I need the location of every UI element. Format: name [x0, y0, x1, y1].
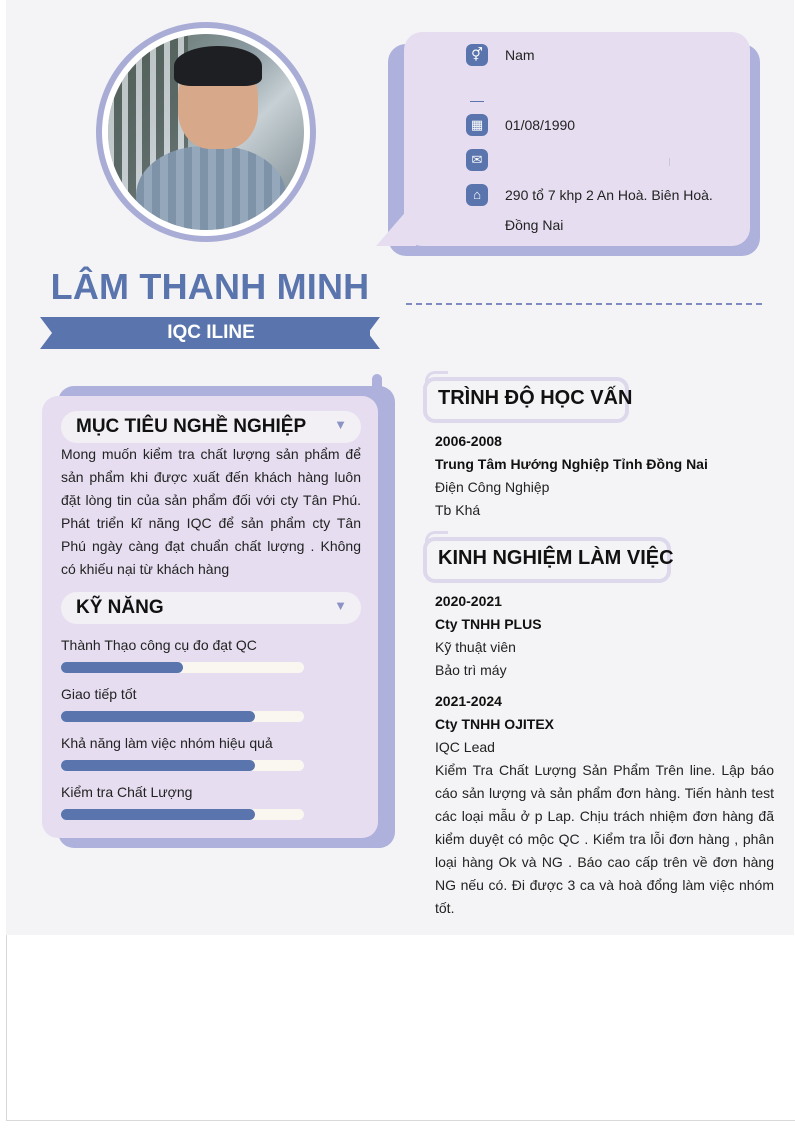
home-icon: ⌂	[466, 184, 488, 206]
profile-photo	[108, 34, 304, 230]
divider	[470, 101, 484, 102]
education-title: TRÌNH ĐỘ HỌC VẤN	[438, 387, 633, 409]
job-company: Cty TNHH OJITEX	[435, 716, 555, 732]
education-header	[423, 377, 633, 423]
email-icon: ✉	[466, 149, 488, 171]
position-title: IQC ILINE	[167, 322, 255, 343]
objective-header	[61, 411, 361, 443]
objective-text: Mong muốn kiểm tra chất lượng sản phẩm để sản phẩm khi được xuất đến khách hàng luôn đặt lòng tin của sản phẩm đối với cty Tân Phú. Phát triển kĩ năng IQC để sản phẩm cty Tân Phú ngày càng đạt chuẩn chất lượng . Không có khiếu nại từ khách hàng	[61, 446, 361, 577]
skill-bar-fill	[61, 760, 255, 771]
photo-hair	[174, 46, 262, 86]
job-company: Cty TNHH PLUS	[435, 616, 542, 632]
candidate-name: LÂM THANH MINH	[50, 266, 370, 307]
education-school: Trung Tâm Hướng Nghiệp Tỉnh Đồng Nai	[435, 456, 708, 472]
education-grade: Tb Khá	[435, 502, 481, 518]
contact-address-line2: Đồng Nai	[505, 217, 564, 233]
experience-title: KINH NGHIỆM LÀM VIỆC	[438, 547, 674, 569]
job-role: IQC Lead	[435, 739, 495, 755]
objective-title: MỤC TIÊU NGHỀ NGHIỆP	[76, 416, 307, 437]
skill-bar	[61, 662, 304, 673]
skill-bar	[61, 760, 304, 771]
job-description: Bảo trì máy	[435, 662, 507, 678]
triangle-down-icon: ▼	[334, 417, 347, 432]
skill-label: Giao tiếp tốt	[61, 686, 137, 702]
skill-bar	[61, 711, 304, 722]
dashed-divider	[406, 303, 762, 305]
job-description: Kiểm Tra Chất Lượng Sản Phẩm Trên line. Lập báo cáo sản lượng và sản phẩm đơn hàng. Tiến hành test các loại mẫu ở p Lap. Chịu trách nhiệm đơn hàng đã kiểm duyệt có mộc QC . Kiểm tra lỗi đơn hàng , phân loại hàng Ok và NG . Báo cao cấp trên về đơn hàng NG nếu có. Đi được 3 ca và hoà đổng làm việc nhóm tốt.	[435, 762, 774, 916]
job-period: 2021-2024	[435, 693, 502, 709]
left-panel-notch	[372, 374, 382, 404]
contact-dob: 01/08/1990	[505, 117, 576, 133]
skill-label: Kiểm tra Chất Lượng	[61, 784, 193, 800]
gender-icon: ⚥	[466, 44, 488, 66]
skill-bar-fill	[61, 809, 255, 820]
education-period: 2006-2008	[435, 433, 502, 449]
job-role: Kỹ thuật viên	[435, 639, 516, 655]
contact-gender: Nam	[505, 47, 535, 63]
photo-shirt	[136, 146, 286, 230]
skill-bar	[61, 809, 304, 820]
avatar-frame	[102, 28, 310, 236]
skills-title: KỸ NĂNG	[76, 597, 164, 618]
skills-header	[61, 592, 361, 624]
skill-bar-fill	[61, 711, 255, 722]
divider	[669, 158, 670, 166]
ribbon-left-tail	[40, 317, 52, 349]
education-major: Điện Công Nghiệp	[435, 479, 550, 495]
avatar	[96, 22, 316, 242]
contact-address-line1: 290 tổ 7 khp 2 An Hoà. Biên Hoà.	[505, 187, 713, 203]
skill-label: Thành Thạo công cụ đo đạt QC	[61, 637, 257, 653]
triangle-down-icon: ▼	[334, 598, 347, 613]
calendar-icon: ▦	[466, 114, 488, 136]
skill-label: Khả năng làm việc nhóm hiệu quả	[61, 735, 273, 751]
skill-bar-fill	[61, 662, 183, 673]
contact-box	[404, 32, 750, 246]
job-period: 2020-2021	[435, 593, 502, 609]
experience-header	[423, 537, 674, 583]
